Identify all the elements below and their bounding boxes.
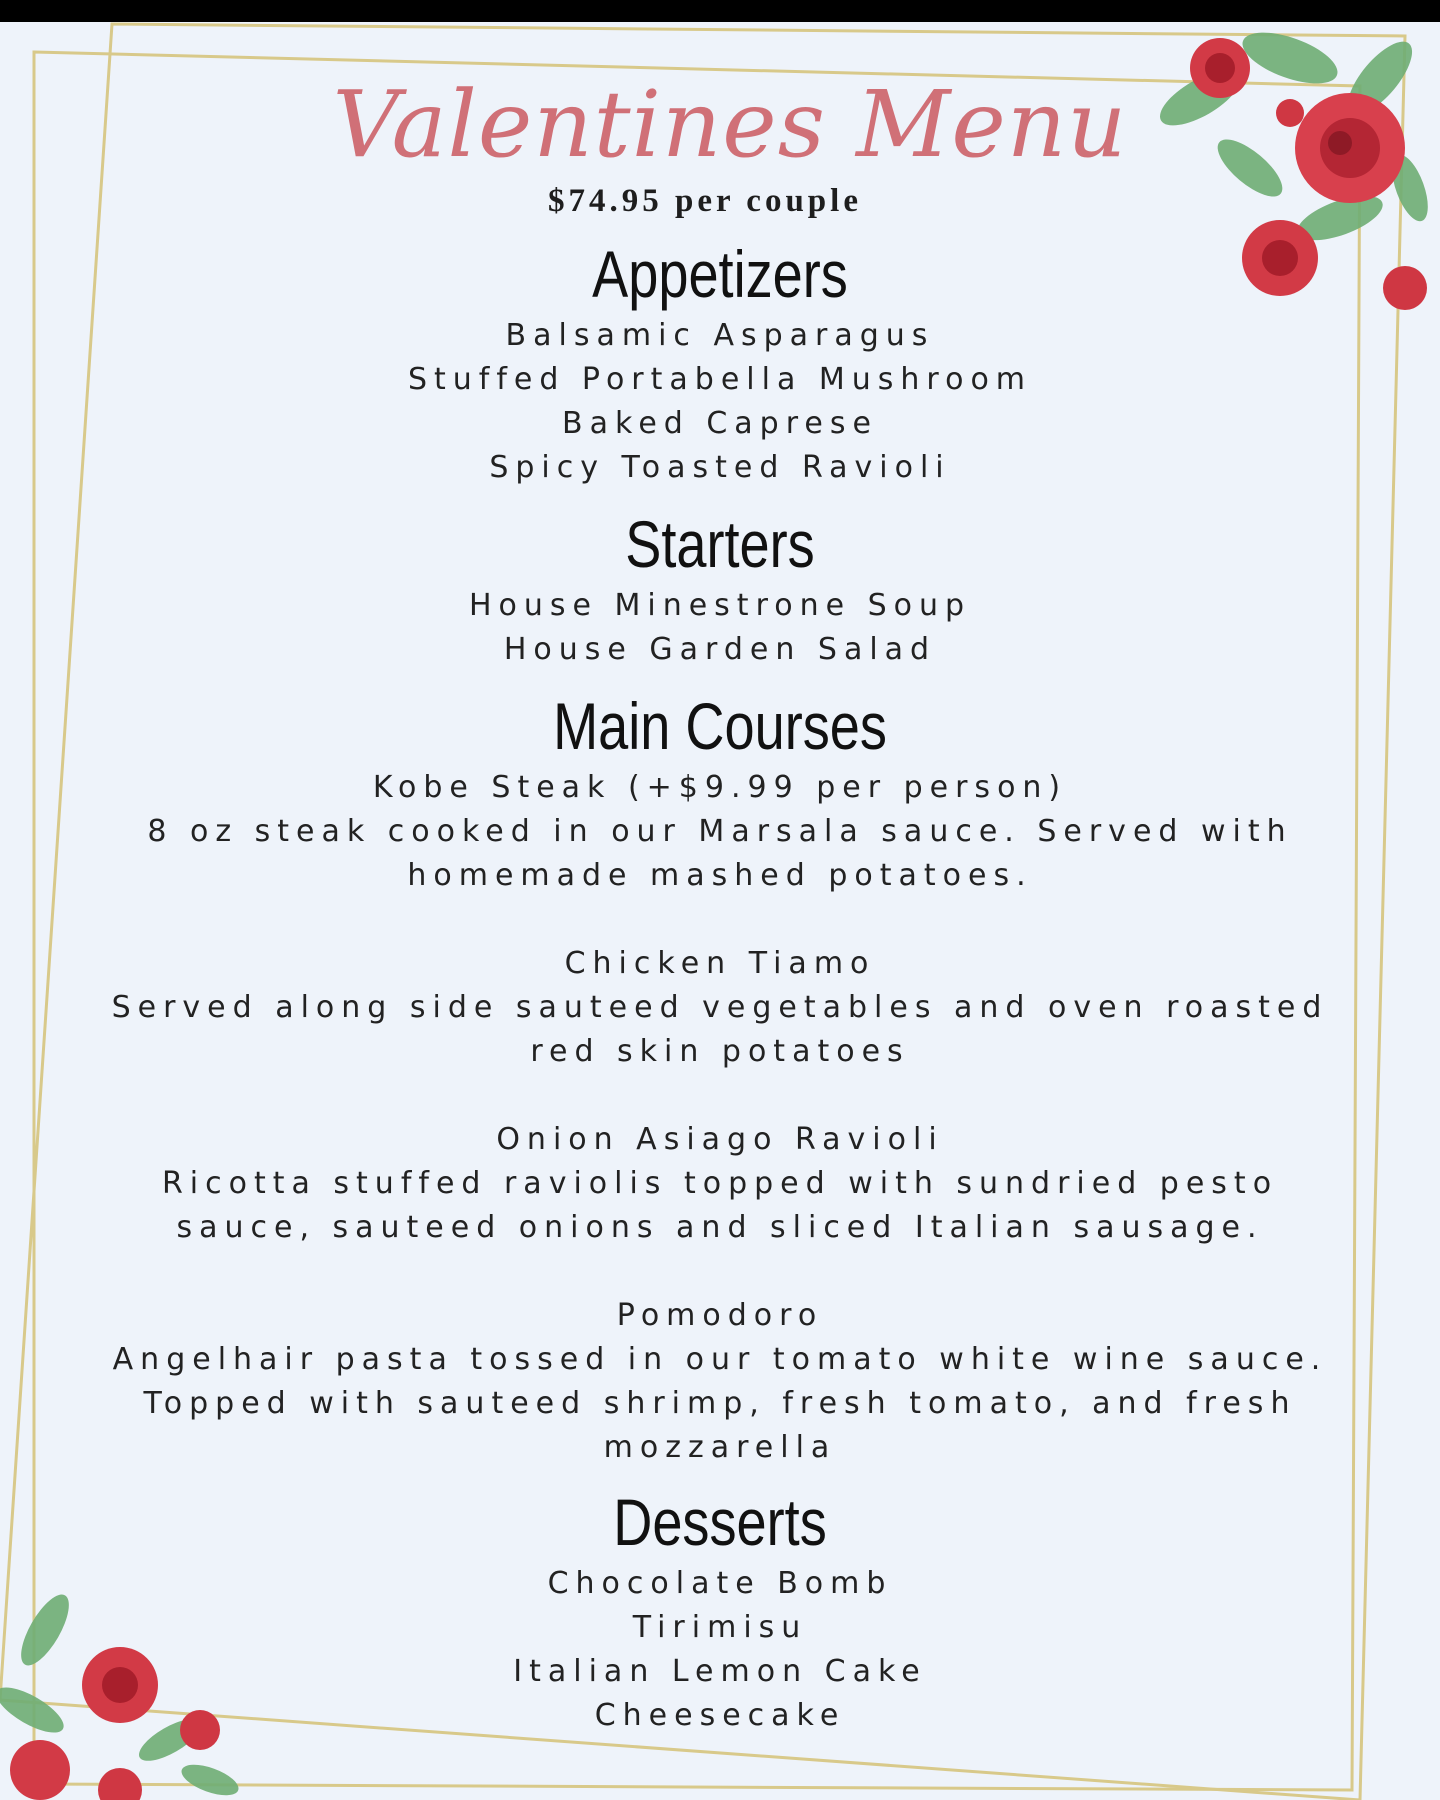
section-title-desserts: Desserts	[613, 1485, 827, 1559]
section-title-appetizers: Appetizers	[592, 237, 848, 311]
dish-block	[100, 942, 1340, 1074]
section-appetizers	[100, 234, 1340, 490]
dish-name: Chicken Tiamo	[564, 946, 876, 981]
dish-block	[100, 1118, 1340, 1250]
dish-description: Ricotta stuffed raviolis topped with sundried pesto sauce, sauteed onions and sliced Italian sausage.	[161, 1166, 1279, 1245]
menu-item: Balsamic Asparagus	[505, 318, 935, 353]
dish-name: Onion Asiago Ravioli	[496, 1122, 944, 1157]
dish-block	[100, 766, 1340, 898]
menu-item: House Garden Salad	[503, 632, 937, 667]
section-title-main-courses: Main Courses	[553, 689, 887, 763]
dish-block	[100, 1294, 1340, 1470]
dish-name: Pomodoro	[616, 1298, 824, 1333]
dish-description: 8 oz steak cooked in our Marsala sauce. Served with homemade mashed potatoes.	[147, 814, 1293, 893]
menu-content	[100, 70, 1340, 1738]
menu-item: Chocolate Bomb	[547, 1566, 893, 1601]
section-title-starters: Starters	[625, 507, 815, 581]
section-desserts	[100, 1482, 1340, 1738]
menu-item: Stuffed Portabella Mushroom	[407, 362, 1033, 397]
dish-description: Served along side sauteed vegetables and oven roasted red skin potatoes	[111, 990, 1329, 1069]
menu-item: Italian Lemon Cake	[513, 1654, 927, 1689]
section-starters	[100, 504, 1340, 672]
menu-item: Cheesecake	[594, 1698, 846, 1733]
menu-item: Spicy Toasted Ravioli	[489, 450, 951, 485]
menu-item: Tirimisu	[632, 1610, 808, 1645]
dish-description: Angelhair pasta tossed in our tomato white wine sauce. Topped with sauteed shrimp, fresh tomato, and fresh mozzarella	[112, 1342, 1328, 1465]
menu-price: $74.95 per couple	[548, 183, 862, 219]
menu-item: Baked Caprese	[562, 406, 878, 441]
dish-name: Kobe Steak (+$9.99 per person)	[372, 770, 1068, 805]
section-main-courses	[100, 686, 1340, 1470]
menu-item: House Minestrone Soup	[468, 588, 972, 623]
menu-title: Valentines Menu	[332, 71, 1128, 178]
